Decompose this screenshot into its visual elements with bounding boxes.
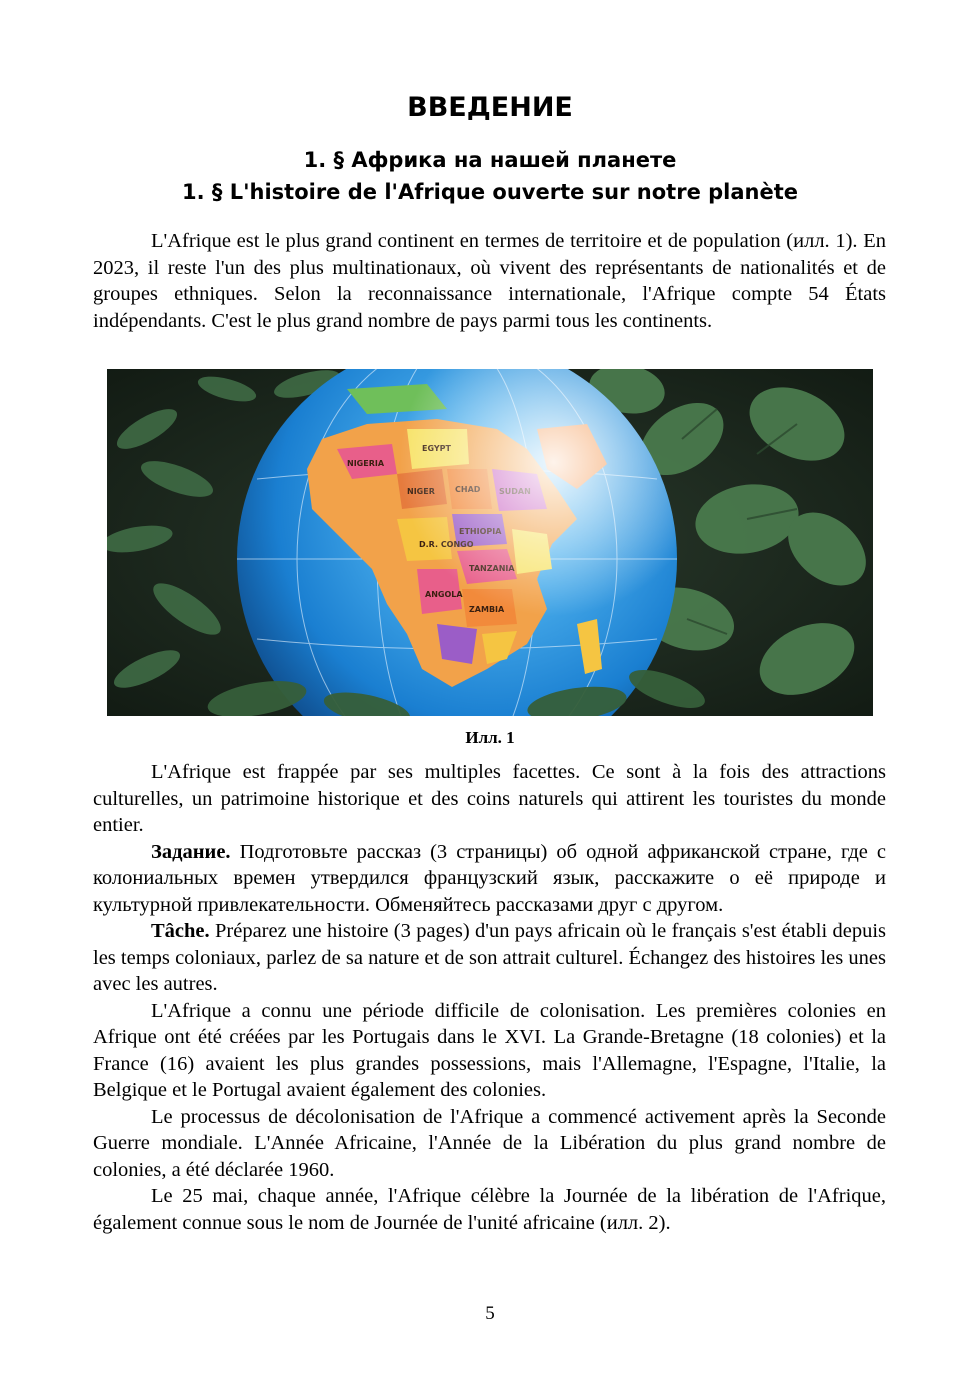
globe-figure (107, 369, 873, 716)
paragraph-decolonisation: Le processus de décolonisation de l'Afrique a commencé activement après la Seconde Guerre mondiale. L'Année Africaine, l'Année de la Libération du plus grand nombre de colonies, a été déclarée 1960. (93, 1105, 886, 1181)
task-russian (93, 839, 886, 919)
section-heading-french: 1. § L'histoire de l'Afrique ouverte sur notre planète (181, 180, 798, 204)
task-french (93, 918, 886, 998)
task-russian-text: Подготовьте рассказ (3 страницы) об одной африканской стране, где с колониальных времен утвердился французский язык, расскажите о её природе и культурной привлекательности. Обменяйтесь рассказами друг с другом. (93, 840, 886, 916)
main-text (93, 759, 886, 1236)
task-french-label: Tâche. (151, 920, 210, 942)
page-title: ВВЕДЕНИЕ (407, 92, 573, 123)
section-heading-russian: 1. § Африка на нашей планете (303, 148, 677, 172)
paragraph-facettes: L'Afrique est frappée par ses multiples facettes. Ce sont à la fois des attractions culturelles, un patrimoine historique et des coins naturels qui attirent les touristes du monde entier. (93, 761, 886, 836)
intro-text (93, 228, 886, 334)
paragraph-colonisation: L'Afrique a connu une période difficile de colonisation. Les premières colonies en Afrique ont été créées par les Portugais dans le XVI. La Grande-Bretagne (18 colonies) et la France (16) avaient les plus grandes possessions, mais l'Allemagne, l'Espagne, l'Italie, la Belgique et le Portugal avaient également des colonies. (93, 999, 886, 1101)
globe-among-leaves-image (107, 369, 873, 716)
paragraph-intro: L'Afrique est le plus grand continent en termes de territoire et de population (илл. 1). En 2023, il reste l'un des plus multinationaux, où vivent des représentants de nationalités et de groupes ethniques. Selon la reconnaissance internationale, l'Afrique compte 54 États indépendants. C'est le plus grand nombre de pays parmi tous les continents. (93, 230, 886, 332)
page-number: 5 (485, 1303, 495, 1324)
paragraph-africa-day: Le 25 mai, chaque année, l'Afrique célèbre la Journée de la libération de l'Afrique, également connue sous le nom de Journée de l'unité africaine (илл. 2). (93, 1185, 886, 1234)
task-russian-label: Задание. (151, 840, 231, 863)
figure-caption: Илл. 1 (465, 728, 515, 747)
task-french-text: Préparez une histoire (3 pages) d'un pays africain où le français s'est établi depuis les temps coloniaux, parlez de sa nature et de son attrait culturel. Échangez des histoires les unes avec les autres. (93, 920, 886, 995)
